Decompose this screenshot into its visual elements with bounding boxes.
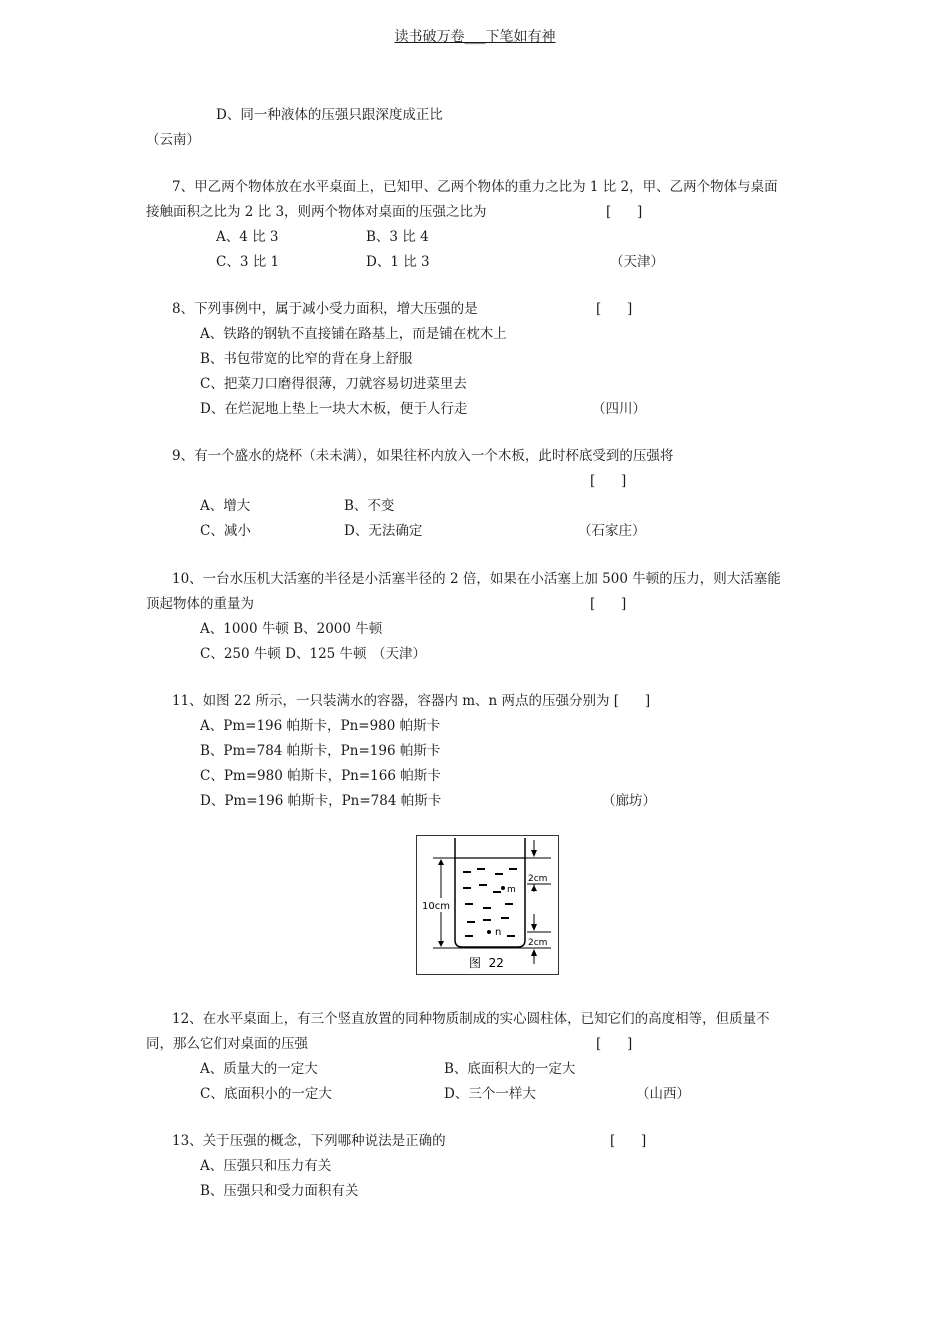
point-n: [487, 930, 491, 934]
q12-source: （山西）: [636, 1086, 690, 1102]
q12-option-d: D、三个一样大: [444, 1086, 536, 1102]
q12-option-b: B、底面积大的一定大: [444, 1061, 576, 1077]
top-dim-arrow-down: [531, 850, 537, 857]
page-header: 读书破万卷___下笔如有神: [394, 29, 556, 45]
top-dim-arrow-up: [531, 885, 537, 891]
q7-stem-line2: 接触面积之比为 2 比 3，则两个物体对桌面的压强之比为: [146, 204, 487, 220]
point-m-label: m: [507, 885, 516, 895]
q9-answer-bracket: [ ]: [590, 473, 627, 489]
q7-option-d: D、1 比 3: [366, 254, 430, 270]
q8-answer-bracket: [ ]: [596, 301, 633, 317]
q7-option-c: C、3 比 1: [216, 254, 280, 270]
q6-source: （云南）: [146, 132, 200, 148]
q12-stem-line2: 同，那么它们对桌面的压强: [146, 1036, 308, 1052]
q9-option-c: C、减小: [200, 523, 251, 539]
q7-option-a: A、4 比 3: [216, 229, 279, 245]
q13-stem: 13、关于压强的概念，下列哪种说法是正确的: [172, 1133, 446, 1149]
q8-option-c: C、把菜刀口磨得很薄，刀就容易切进菜里去: [200, 376, 467, 392]
q13-option-a: A、压强只和压力有关: [200, 1158, 332, 1174]
q9-stem: 9、有一个盛水的烧杯（未未满），如果往杯内放入一个木板，此时杯底受到的压强将: [172, 448, 674, 464]
q9-option-d: D、无法确定: [344, 523, 423, 539]
q13-answer-bracket: [ ]: [610, 1133, 647, 1149]
figure-22-svg: [417, 836, 558, 974]
q10-stem-line1: 10、一台水压机大活塞的半径是小活塞半径的 2 倍，如果在小活塞上加 500 牛顿的压力，则大活塞能: [172, 571, 781, 587]
q10-source: （天津）: [372, 646, 426, 662]
q11-option-c: C、Pm=980 帕斯卡，Pn=166 帕斯卡: [200, 768, 441, 784]
bottom-dim-arrow-up: [531, 949, 537, 956]
q7-stem-line1: 7、甲乙两个物体放在水平桌面上，已知甲、乙两个物体的重力之比为 1 比 2，甲、乙两个物体与桌面: [172, 179, 778, 195]
height-label: 10cm: [422, 901, 450, 912]
point-m: [501, 886, 505, 890]
q6-option-d: D、同一种液体的压强只跟深度成正比: [216, 107, 443, 123]
q12-option-a: A、质量大的一定大: [200, 1061, 318, 1077]
q7-option-b: B、3 比 4: [366, 229, 429, 245]
q10-options-ab: A、1000 牛顿 B、2000 牛顿: [200, 621, 383, 637]
q8-option-d: D、在烂泥地上垫上一块大木板，便于人行走: [200, 401, 468, 417]
height-arrow-up: [438, 859, 444, 865]
q12-answer-bracket: [ ]: [596, 1036, 633, 1052]
q9-source: （石家庄）: [578, 523, 646, 539]
point-n-label: n: [495, 927, 502, 938]
figure-caption: 图 22: [469, 956, 504, 970]
q7-answer-bracket: [ ]: [606, 204, 643, 220]
figure-22-container-diagram: [416, 835, 559, 975]
q12-option-c: C、底面积小的一定大: [200, 1086, 332, 1102]
top-2cm-label: 2cm: [528, 874, 548, 884]
q10-options-cd: C、250 牛顿 D、125 牛顿: [200, 646, 367, 662]
q9-option-a: A、增大: [200, 498, 251, 514]
height-arrow-down: [438, 941, 444, 947]
q8-stem: 8、下列事例中，属于减小受力面积，增大压强的是: [172, 301, 478, 317]
q9-option-b: B、不变: [344, 498, 395, 514]
q11-option-d: D、Pm=196 帕斯卡，Pn=784 帕斯卡: [200, 793, 442, 809]
q8-option-b: B、书包带宽的比窄的背在身上舒服: [200, 351, 413, 367]
bottom-dim-arrow-down: [531, 924, 537, 931]
q10-answer-bracket: [ ]: [590, 596, 627, 612]
q12-stem-line1: 12、在水平桌面上，有三个竖直放置的同种物质制成的实心圆柱体，已知它们的高度相等，但质量不: [172, 1011, 770, 1027]
q8-option-a: A、铁路的钢轨不直接铺在路基上，而是铺在枕木上: [200, 326, 507, 342]
q11-stem: 11、如图 22 所示，一只装满水的容器，容器内 m、n 两点的压强分别为 [ ]: [172, 693, 651, 709]
q13-option-b: B、压强只和受力面积有关: [200, 1183, 359, 1199]
water-dashes: [463, 869, 517, 936]
bottom-2cm-label: 2cm: [528, 938, 548, 948]
q11-option-b: B、Pm=784 帕斯卡，Pn=196 帕斯卡: [200, 743, 441, 759]
q7-source: （天津）: [610, 254, 664, 270]
q10-stem-line2: 顶起物体的重量为: [146, 596, 254, 612]
q8-source: （四川）: [592, 401, 646, 417]
q11-source: （廊坊）: [602, 793, 656, 809]
q11-option-a: A、Pm=196 帕斯卡，Pn=980 帕斯卡: [200, 718, 441, 734]
